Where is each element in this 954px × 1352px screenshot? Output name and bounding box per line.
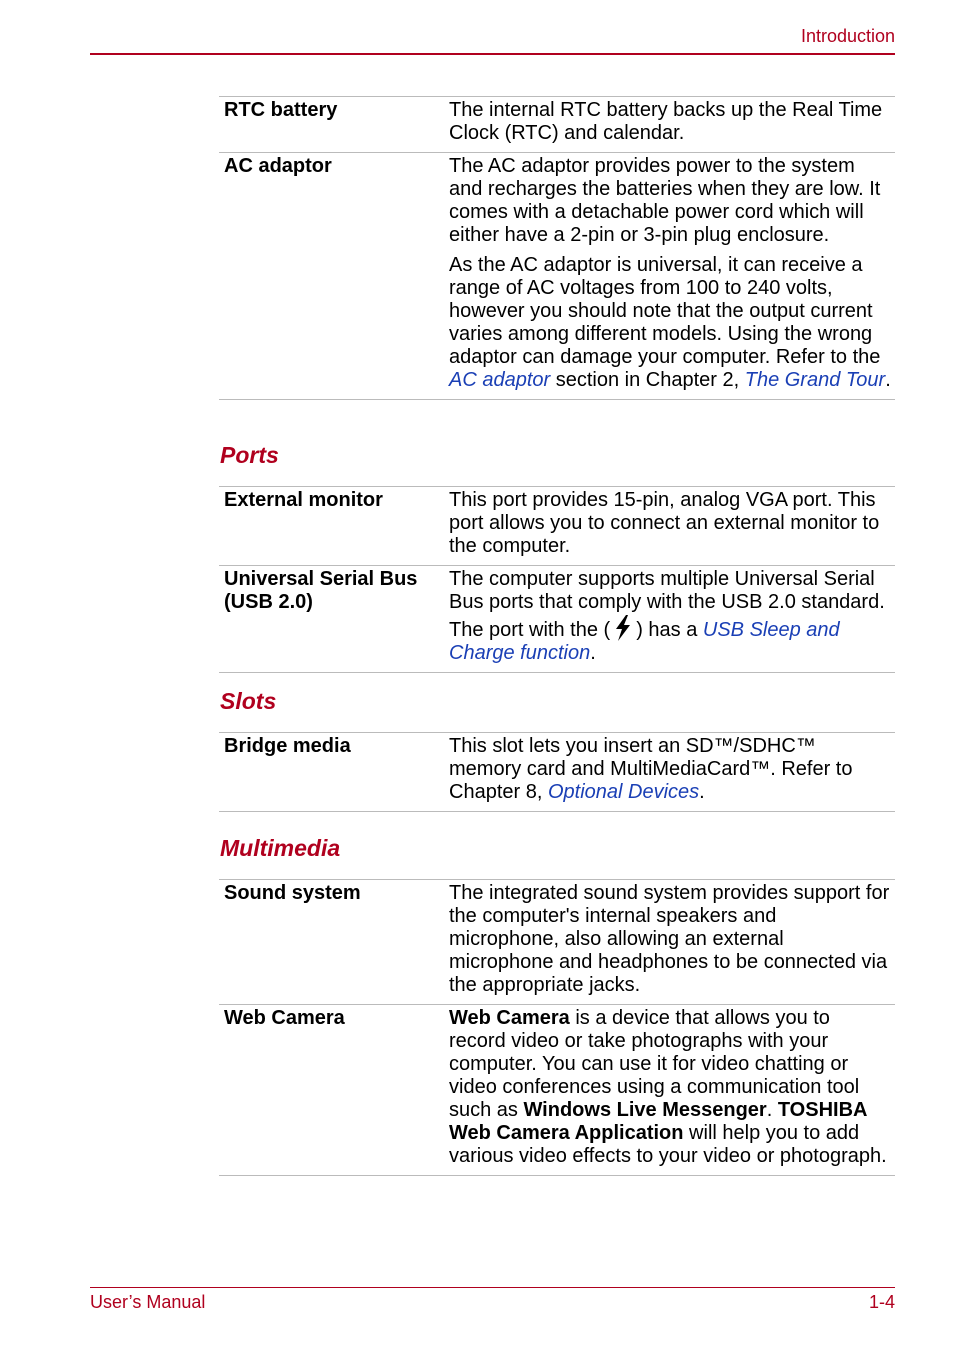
multimedia-table <box>219 879 895 1176</box>
ports-table <box>219 486 895 673</box>
table-row <box>219 487 895 566</box>
table-row <box>219 1005 895 1176</box>
ac-adaptor-paragraph-2: As the AC adaptor is universal, it can receive a range of AC voltages from 100 to 240 volts, however you should note that the output current varies among different models. Using the wrong adaptor can damage your computer. Refer to the AC adaptor section in Chapter 2, The Grand Tour. <box>449 254 891 391</box>
power-table-block <box>219 96 895 400</box>
multimedia-table-block <box>219 879 895 1176</box>
term-external-monitor: External monitor <box>219 487 445 566</box>
power-table <box>219 96 895 400</box>
link-optional-devices[interactable]: Optional Devices <box>547 781 700 803</box>
term-bridge-media: Bridge media <box>219 733 445 812</box>
ac-adaptor-paragraph-1: The AC adaptor provides power to the system and recharges the batteries when they are low. It comes with a detachable power cord which will either have a 2-pin or 3-pin plug enclosure. <box>449 155 881 246</box>
footer-manual-title: User’s Manual <box>90 1292 206 1312</box>
table-row <box>219 880 895 1005</box>
section-title-ports: Ports <box>220 442 279 468</box>
term-sound-system: Sound system <box>219 880 445 1005</box>
page-number: 1-4 <box>868 1292 895 1312</box>
desc-ac-adaptor <box>445 153 895 400</box>
desc-sound-system: The integrated sound system provides support for the computer's internal speakers and microphone, also allowing an external microphone and headphones to be connected via the appropriate jacks. <box>445 880 895 1005</box>
desc-external-monitor: This port provides 15-pin, analog VGA port. This port allows you to connect an external monitor to the computer. <box>445 487 895 566</box>
term-ac-adaptor: AC adaptor <box>219 153 445 400</box>
table-row <box>219 153 895 400</box>
desc-bridge-media: This slot lets you insert an SD™/SDHC™ memory card and MultiMediaCard™. Refer to Chapter 8, Optional Devices. <box>445 733 895 812</box>
table-row <box>219 733 895 812</box>
term-usb: Universal Serial Bus (USB 2.0) <box>219 566 445 673</box>
running-header: Introduction <box>800 26 895 46</box>
slots-table <box>219 732 895 812</box>
ports-table-block <box>219 486 895 673</box>
desc-rtc-battery: The internal RTC battery backs up the Real Time Clock (RTC) and calendar. <box>445 97 895 153</box>
link-ac-adaptor[interactable]: AC adaptor <box>449 369 551 391</box>
link-usb-sleep-and-charge[interactable]: USB Sleep and Charge function <box>449 619 840 664</box>
table-row <box>219 97 895 153</box>
term-web-camera: Web Camera <box>219 1005 445 1176</box>
slots-table-block <box>219 732 895 812</box>
section-title-multimedia: Multimedia <box>220 835 341 861</box>
desc-web-camera: Web Camera is a device that allows you to record video or take photographs with your computer. You can use it for video chatting or video conferences using a communication tool such as Windows Live Messenger. TOSHIBA Web Camera Application will help you to add various video effects to your video or photograph. <box>445 1005 895 1176</box>
link-the-grand-tour[interactable]: The Grand Tour <box>744 369 886 391</box>
table-row <box>219 566 895 673</box>
footer-rule <box>90 1287 895 1288</box>
sleep-and-charge-icon <box>612 614 634 642</box>
desc-usb: The computer supports multiple Universal Serial Bus ports that comply with the USB 2.0 standard. The port with the ( ) has a USB Sleep and Charge function. <box>445 566 895 673</box>
header-rule <box>90 53 895 55</box>
section-title-slots: Slots <box>220 688 277 714</box>
term-rtc-battery: RTC battery <box>219 97 445 153</box>
